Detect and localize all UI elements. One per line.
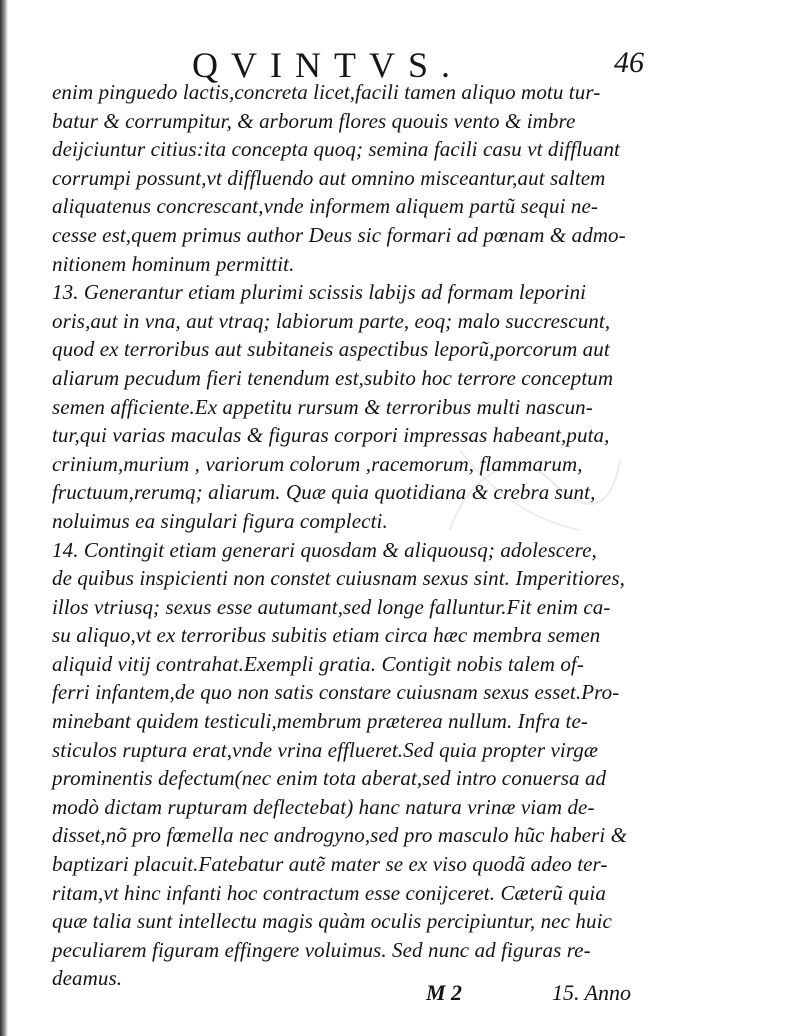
text-line: ritam,vt hinc infanti hoc contractum esse conijceret. Cæterũ quia [52, 880, 606, 905]
text-line: aliarum pecudum fieri tenendum est,subito hoc terrore conceptum [52, 365, 614, 390]
text-line: crinium,murium , variorum colorum ,racemorum, flammarum, [52, 451, 583, 476]
text-line: nitionem hominum permittit. [52, 251, 295, 276]
text-line: ferri infantem,de quo non satis constare cuiusnam sexus esset.Pro- [52, 680, 620, 705]
text-line: baptizari placuit.Fatebatur autẽ mater se ex viso quodã adeo ter- [52, 852, 608, 877]
catchword: 15. Anno [552, 980, 632, 1005]
text-line: deijciuntur citius:ita concepta quoq; semina facili casu vt diffluant [52, 137, 620, 162]
text-line: illos vtriusq; sexus esse autumant,sed longe falluntur.Fit enim ca- [52, 594, 611, 619]
text-line: oris,aut in vna, aut vtraq; labiorum parte, eoq; malo succrescunt, [52, 308, 611, 333]
text-line: peculiarem figuram effingere voluimus. Sed nunc ad figuras re- [52, 937, 591, 962]
section-14-first-line: 14. Contingit etiam generari quosdam & aliquousq; adolescere, [52, 537, 597, 562]
text-line: cesse est,quem primus author Deus sic formari ad pœnam & admo- [52, 222, 626, 247]
text-line: modò dictam rupturam deflectebat) hanc natura vrinæ viam de- [52, 794, 595, 819]
text-line: enim pinguedo lactis,concreta licet,facili tamen aliquo motu tur- [52, 80, 601, 104]
text-line: minebant quidem testiculi,membrum præterea nullum. Infra te- [52, 709, 588, 734]
text-line: disset,nõ pro fœmella nec androgyno,sed pro masculo hũc haberi & [52, 823, 628, 848]
text-line: de quibus inspicienti non constet cuiusnam sexus sint. Imperitiores, [52, 566, 625, 591]
text-line: batur & corrumpitur, & arborum flores quouis vento & imbre [52, 108, 576, 133]
text-line: corrumpi possunt,vt diffluendo aut omnino misceantur,aut saltem [52, 165, 606, 190]
signature-mark: M 2 [426, 980, 463, 1005]
page-footer [0, 980, 800, 1010]
text-line: semen afficiente.Ex appetitu rursum & terroribus multi nascun- [52, 394, 593, 419]
text-line: noluimus ea singulari figura complecti. [52, 508, 388, 533]
section-13-first-line: 13. Generantur etiam plurimi scissis labijs ad formam leporini [52, 280, 587, 305]
text-line: tur,qui varias maculas & figuras corpori impressas habeant,puta, [52, 423, 610, 448]
text-line: sticulos ruptura erat,vnde vrina efflueret.Sed quia propter virgæ [52, 737, 599, 762]
body-text [52, 78, 652, 993]
text-line: aliquatenus concrescant,vnde informem aliquem partũ sequi ne- [52, 194, 598, 219]
page-number: 46 [614, 46, 644, 79]
text-line: aliquid vitij contrahat.Exempli gratia. Contigit nobis talem of- [52, 651, 584, 676]
text-line: prominentis defectum(nec enim tota aberat,sed intro conuersa ad [52, 766, 607, 791]
text-line: fructuum,rerumq; aliarum. Quæ quia quotidiana & crebra sunt, [52, 480, 596, 505]
page-gutter-shadow [0, 0, 8, 1036]
text-line: quæ talia sunt intellectu magis quàm oculis percipiuntur, nec huic [52, 909, 612, 934]
text-line: su aliquo,vt ex terroribus subitis etiam circa hæc membra semen [52, 623, 601, 648]
text-line: deamus. [52, 966, 123, 991]
text-line: quod ex terroribus aut subitaneis aspectibus leporũ,porcorum aut [52, 337, 610, 362]
running-head: QVINTVS. [192, 45, 463, 85]
